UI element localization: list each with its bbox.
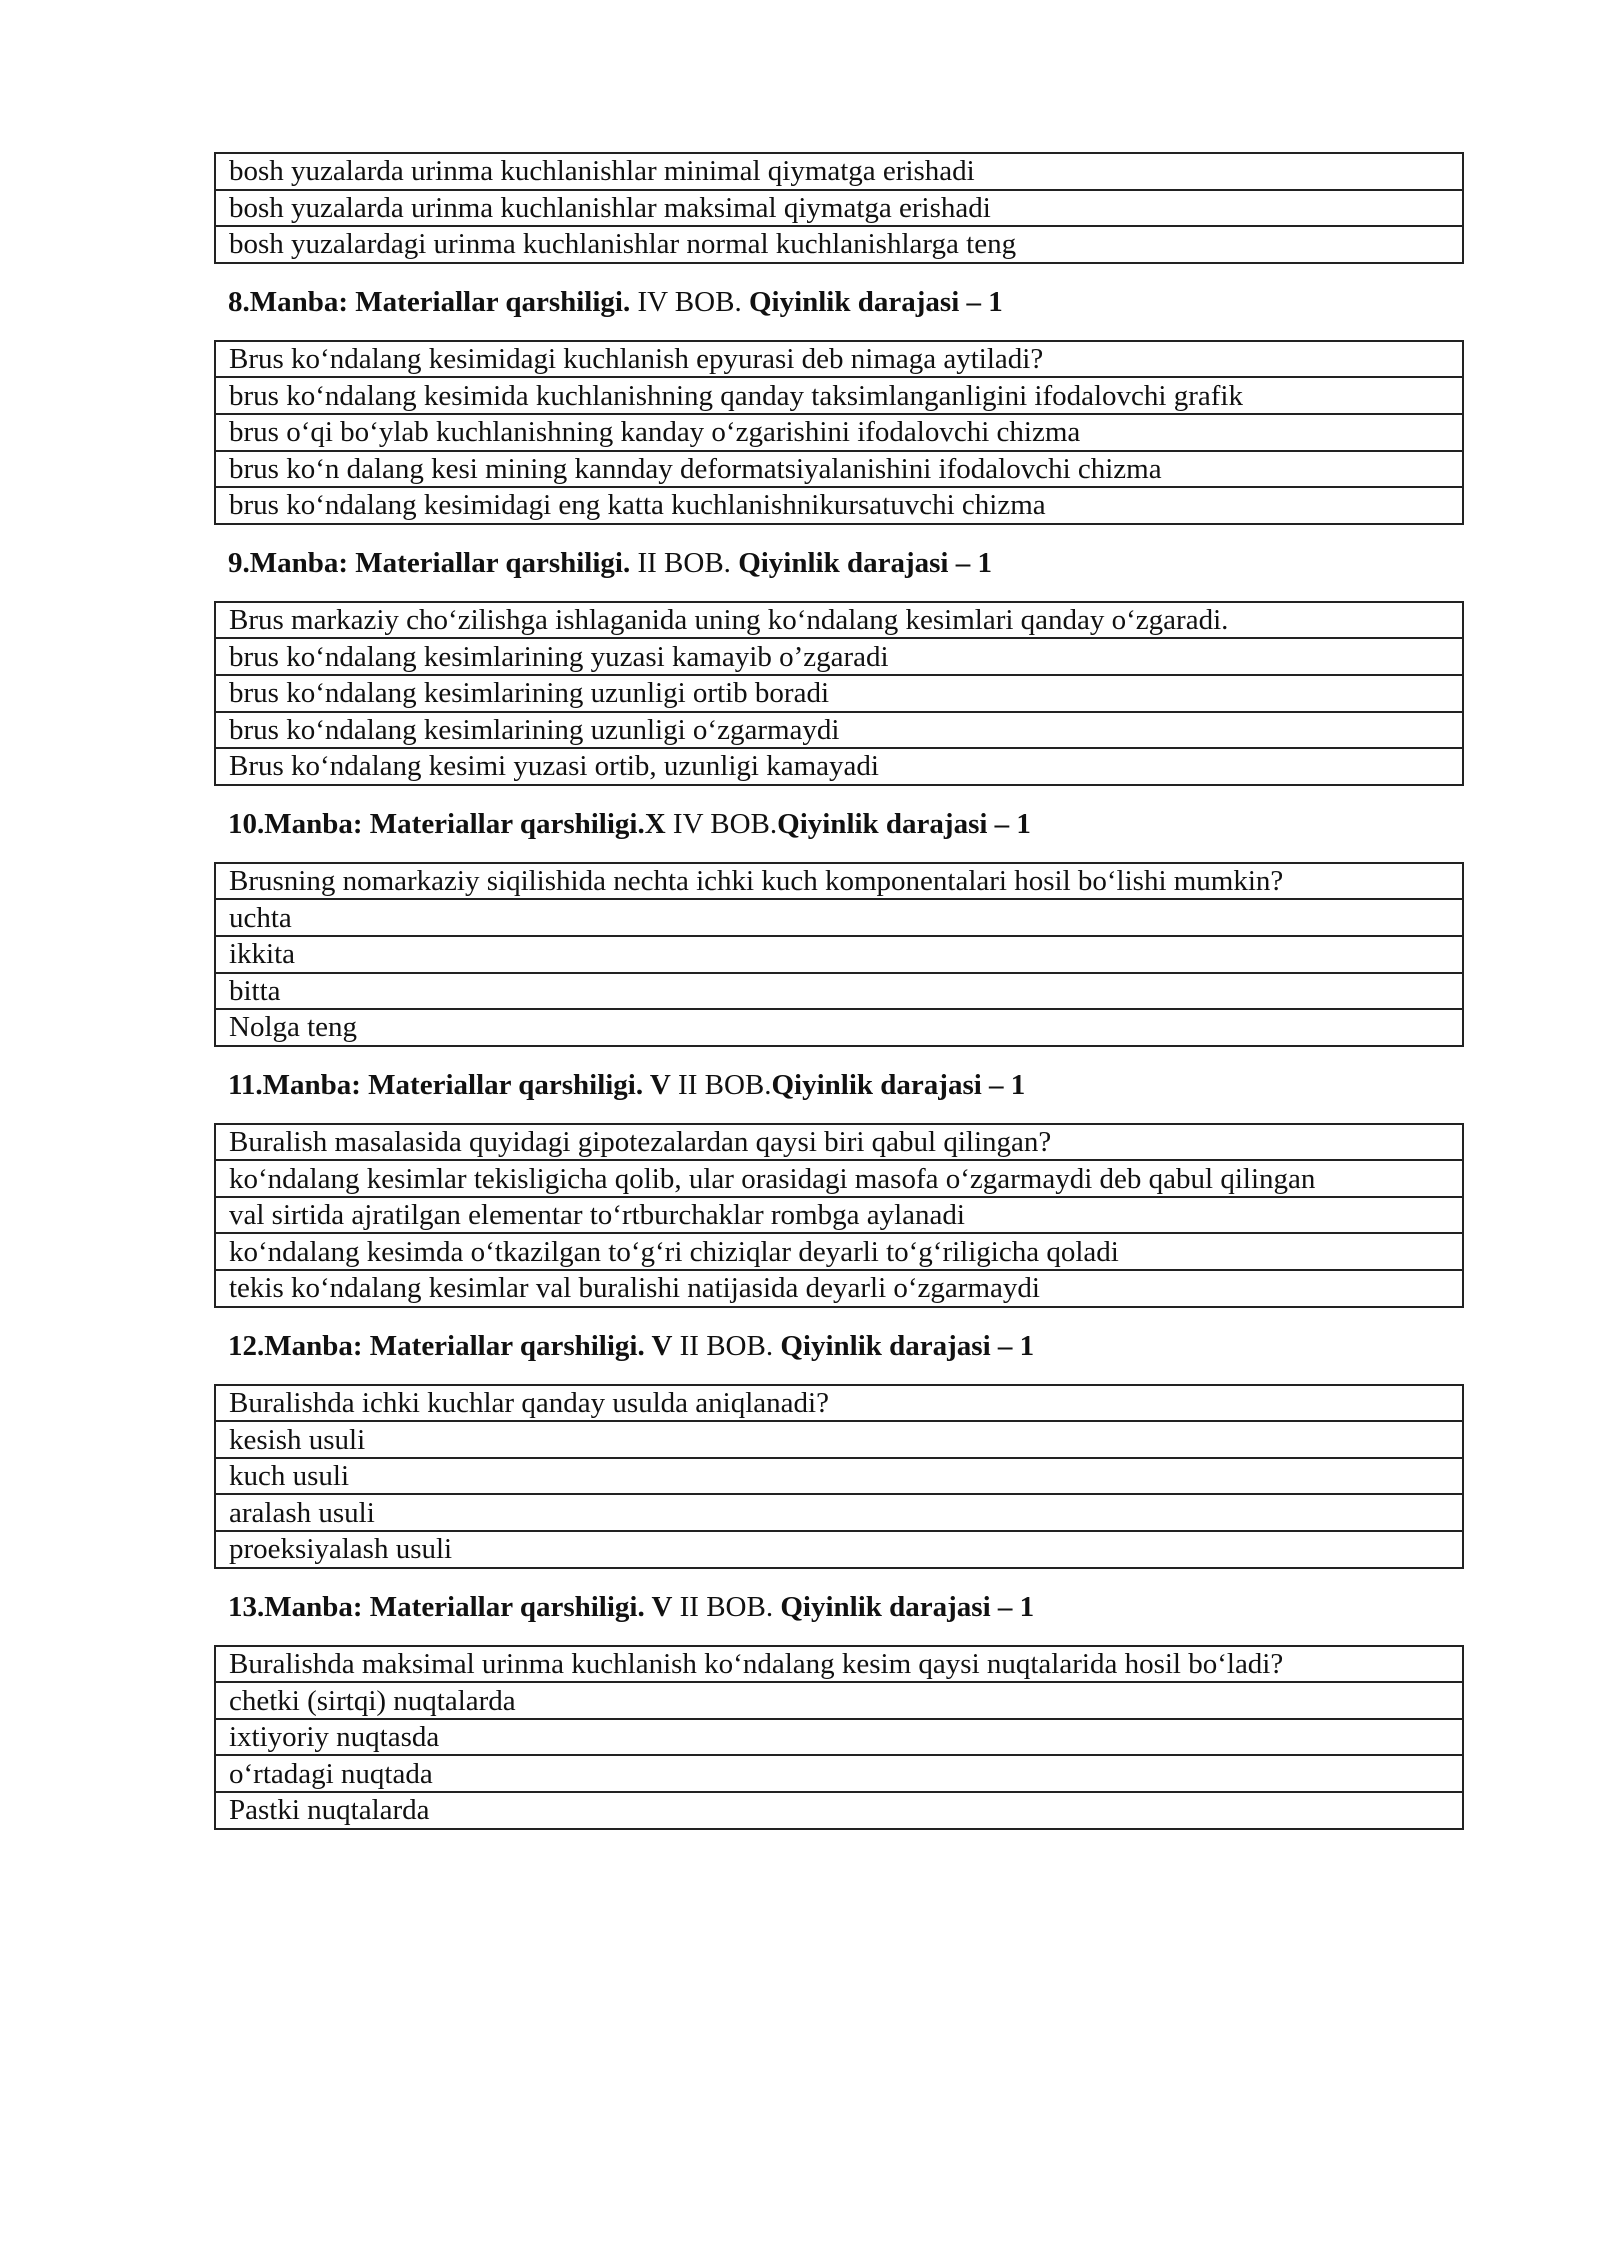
answer-option: bitta: [215, 973, 1463, 1010]
heading-chapter: II BOB.: [672, 1329, 781, 1362]
heading-level: Qiyinlik darajasi – 1: [738, 546, 992, 579]
answer-option: bosh yuzalardagi urinma kuchlanishlar normal kuchlanishlarga teng: [215, 226, 1463, 263]
answer-option: brus ko‘ndalang kesimlarining yuzasi kamayib o’zgaradi: [215, 638, 1463, 675]
heading-chapter: IV BOB.: [665, 807, 778, 840]
question-table-8: [214, 340, 1464, 525]
heading-level: Qiyinlik darajasi – 1: [777, 807, 1031, 840]
question-table-13: [214, 1645, 1464, 1830]
answer-option: Pastki nuqtalarda: [215, 1792, 1463, 1829]
answer-option: kuch usuli: [215, 1458, 1463, 1495]
question-heading-13: [214, 1569, 1464, 1645]
question-text: Brus markaziy cho‘zilishga ishlaganida uning ko‘ndalang kesimlari qanday o‘zgaradi.: [215, 602, 1463, 639]
question-text: Buralish masalasida quyidagi gipotezalardan qaysi biri qabul qilingan?: [215, 1124, 1463, 1161]
question-heading-11: [214, 1047, 1464, 1123]
answer-option: ko‘ndalang kesimda o‘tkazilgan to‘g‘ri chiziqlar deyarli to‘g‘riligicha qoladi: [215, 1233, 1463, 1270]
question-table-9: [214, 601, 1464, 786]
heading-source: 10.Manba: Materiallar qarshiligi.X: [228, 807, 666, 840]
answer-option: Brus ko‘ndalang kesimi yuzasi ortib, uzunligi kamayadi: [215, 748, 1463, 785]
heading-level: Qiyinlik darajasi – 1: [748, 285, 1003, 318]
heading-chapter: II BOB.: [672, 1590, 781, 1623]
answer-option: bosh yuzalarda urinma kuchlanishlar minimal qiymatga erishadi: [215, 153, 1463, 190]
answer-option: bosh yuzalarda urinma kuchlanishlar maksimal qiymatga erishadi: [215, 190, 1463, 227]
question-heading-8: [214, 264, 1464, 340]
heading-source: 13.Manba: Materiallar qarshiligi. V: [228, 1590, 673, 1623]
answer-table-7: [214, 152, 1464, 264]
answer-option: brus ko‘n dalang kesi mining kannday deformatsiyalanishini ifodalovchi chizma: [215, 451, 1463, 488]
heading-chapter: II BOB.: [670, 1068, 772, 1101]
heading-source: 8.Manba: Materiallar qarshiligi.: [228, 285, 631, 318]
question-text: Brusning nomarkaziy siqilishida nechta ichki kuch komponentalari hosil bo‘lishi mumkin?: [215, 863, 1463, 900]
question-table-11: [214, 1123, 1464, 1308]
heading-source: 9.Manba: Materiallar qarshiligi.: [228, 546, 631, 579]
question-text: Buralishda ichki kuchlar qanday usulda aniqlanadi?: [215, 1385, 1463, 1422]
answer-option: kesish usuli: [215, 1421, 1463, 1458]
answer-option: ixtiyoriy nuqtasda: [215, 1719, 1463, 1756]
question-heading-9: [214, 525, 1464, 601]
question-table-10: [214, 862, 1464, 1047]
answer-option: aralash usuli: [215, 1494, 1463, 1531]
question-table-12: [214, 1384, 1464, 1569]
answer-option: ko‘ndalang kesimlar tekisligicha qolib, ular orasidagi masofa o‘zgarmaydi deb qabul qilingan: [215, 1160, 1463, 1197]
answer-option: val sirtida ajratilgan elementar to‘rtburchaklar rombga aylanadi: [215, 1197, 1463, 1234]
answer-option: brus ko‘ndalang kesimlarining uzunligi o‘zgarmaydi: [215, 712, 1463, 749]
answer-option: brus o‘qi bo‘ylab kuchlanishning kanday o‘zgarishini ifodalovchi chizma: [215, 414, 1463, 451]
answer-option: brus ko‘ndalang kesimlarining uzunligi ortib boradi: [215, 675, 1463, 712]
question-heading-10: [214, 786, 1464, 862]
heading-chapter: II BOB.: [630, 546, 739, 579]
answer-option: proeksiyalash usuli: [215, 1531, 1463, 1568]
document-page: [214, 152, 1464, 1830]
heading-source: 11.Manba: Materiallar qarshiligi. V: [228, 1068, 671, 1101]
question-text: Brus ko‘ndalang kesimidagi kuchlanish epyurasi deb nimaga aytiladi?: [215, 341, 1463, 378]
heading-source: 12.Manba: Materiallar qarshiligi. V: [228, 1329, 673, 1362]
answer-option: Nolga teng: [215, 1009, 1463, 1046]
heading-level: Qiyinlik darajasi – 1: [771, 1068, 1026, 1101]
answer-option: tekis ko‘ndalang kesimlar val buralishi natijasida deyarli o‘zgarmaydi: [215, 1270, 1463, 1307]
question-heading-12: [214, 1308, 1464, 1384]
answer-option: o‘rtadagi nuqtada: [215, 1755, 1463, 1792]
answer-option: chetki (sirtqi) nuqtalarda: [215, 1682, 1463, 1719]
answer-option: ikkita: [215, 936, 1463, 973]
answer-option: uchta: [215, 899, 1463, 936]
answer-option: brus ko‘ndalang kesimida kuchlanishning qanday taksimlanganligini ifodalovchi grafik: [215, 377, 1463, 414]
answer-option: brus ko‘ndalang kesimidagi eng katta kuchlanishnikursatuvchi chizma: [215, 487, 1463, 524]
question-text: Buralishda maksimal urinma kuchlanish ko‘ndalang kesim qaysi nuqtalarida hosil bo‘ladi?: [215, 1646, 1463, 1683]
heading-level: Qiyinlik darajasi – 1: [780, 1329, 1035, 1362]
heading-chapter: IV BOB.: [630, 285, 749, 318]
heading-level: Qiyinlik darajasi – 1: [780, 1590, 1035, 1623]
